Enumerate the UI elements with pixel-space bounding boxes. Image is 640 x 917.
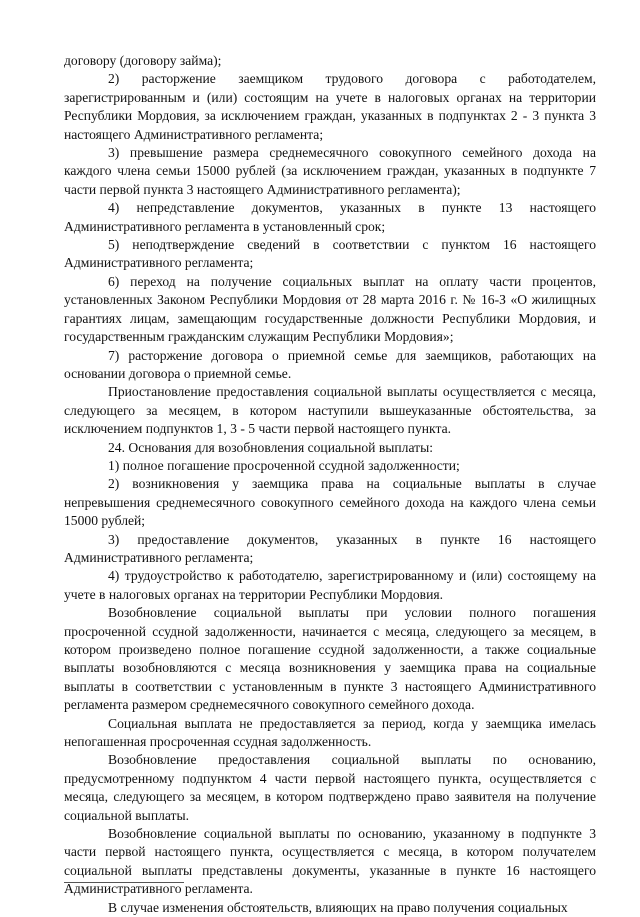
paragraph-item-2: 2) расторжение заемщиком трудового договора с работодателем, зарегистрированным и (или) состоящим на учете в налоговых органах на территории Республики Мордовия, за исключением граждан, указанных в подпунктах 2 - 3 пункта 3 настоящего Административного регламента; (64, 71, 596, 142)
document-page (64, 52, 596, 917)
paragraph-suspension-note: Приостановление предоставления социальной выплаты осуществляется с месяца, следующего за месяцем, в котором наступили вышеуказанные обстоятельства, за исключением подпунктов 1, 3 - 5 части первой настоящего пункта. (64, 384, 596, 437)
paragraph-renewal-item-4: 4) трудоустройство к работодателю, зарегистрированному и (или) состоящему на учете в налоговых органах на территории Республики Мордовия. (64, 568, 596, 602)
footer-divider (64, 882, 184, 883)
paragraph-item-7: 7) расторжение договора о приемной семье для заемщиков, работающих на основании договора о приемной семье. (64, 347, 596, 381)
paragraph-item-5: 5) неподтверждение сведений в соответствии с пунктом 16 настоящего Административного регламента; (64, 237, 596, 271)
paragraph-section-24-heading: 24. Основания для возобновления социальной выплаты: (108, 439, 433, 455)
paragraph-renewal-item-2: 2) возникновения у заемщика права на социальные выплаты в случае непревышения среднемесячного совокупного семейного дохода на каждого члена семьи 15000 рублей; (64, 476, 596, 529)
paragraph-renewal-conditions: Возобновление социальной выплаты при условии полного погашения просроченной ссудной задолженности, начинается с месяца, следующего за месяцем, в котором произведено полное погашение ссудной задолженности, а также социальные выплаты возобновляются с месяца возникновения у заемщика права на социальные выплаты в соответствии с установленным в пункте 3 настоящего Административного регламента размером среднемесячного совокупного семейного дохода. (64, 605, 596, 713)
paragraph-circumstance-change: В случае изменения обстоятельств, влияющих на право получения социальных (108, 899, 568, 915)
paragraph-renewal-basis-3: Возобновление социальной выплаты по основанию, указанному в подпункте 3 части первой настоящего пункта, осуществляется с месяца, в котором получателем социальной выплаты представлены документы, указанные в пункте 16 настоящего Административного регламента. (64, 826, 596, 897)
paragraph-item-4: 4) непредставление документов, указанных в пункте 13 настоящего Административного регламента в установленный срок; (64, 200, 596, 234)
paragraph-renewal-item-1: 1) полное погашение просроченной ссудной задолженности; (108, 457, 460, 473)
paragraph-item-3: 3) превышение размера среднемесячного совокупного семейного дохода на каждого члена семьи 15000 рублей (за исключением граждан, указанных в подпункте 7 части первой пункта 3 настоящего Административного регламента); (64, 145, 596, 197)
paragraph-no-payment-period: Социальная выплата не предоставляется за период, когда у заемщика имелась непогашенная просроченная ссудная задолженность. (64, 715, 596, 750)
paragraph-item-6: 6) переход на получение социальных выплат на оплату части процентов, установленных Законом Республики Мордовия от 28 марта 2016 г. № 16-З «О жилищных гарантиях лицам, замещающим государственные должности Республики Мордовия, и государственным гражданским служащим Республики Мордовия»; (64, 273, 596, 345)
paragraph-continuation: договору (договору займа); (64, 53, 222, 68)
paragraph-renewal-basis-4: Возобновление предоставления социальной выплаты по основанию, предусмотренному подпунктом 4 части первой настоящего пункта, осуществляется с месяца, следующего за месяцем, в котором подтверждено право заявителя на получение социальной выплаты. (64, 752, 596, 823)
paragraph-renewal-item-3: 3) предоставление документов, указанных в пункте 16 настоящего Административного регламента; (64, 531, 596, 565)
